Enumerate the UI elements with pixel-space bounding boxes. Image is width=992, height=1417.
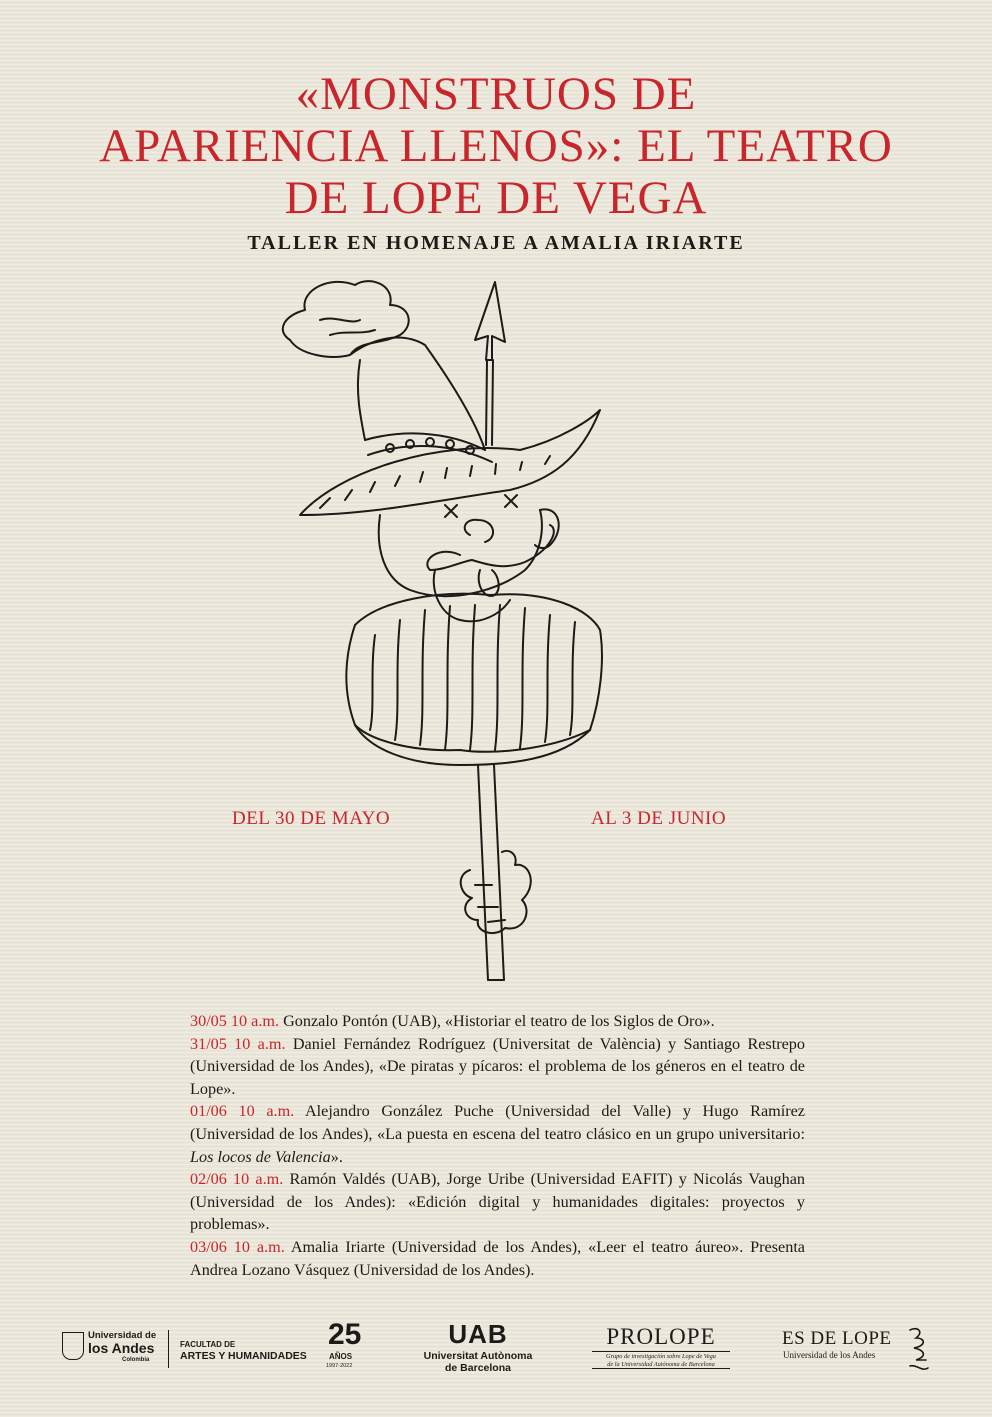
- esdelope-name: ES DE LOPE: [782, 1328, 892, 1349]
- jester-head-on-pike-drawing: [260, 270, 700, 990]
- program-text: Gonzalo Pontón (UAB), «Historiar el teatro de los Siglos de Oro».: [283, 1012, 715, 1030]
- uniandes-line1: Universidad de: [88, 1330, 157, 1341]
- date-from: DEL 30 DE MAYO: [232, 808, 391, 829]
- facultad-line1: FACULTAD DE: [180, 1340, 236, 1349]
- logo-strip: [0, 1320, 992, 1380]
- program-when: 30/05 10 a.m.: [190, 1012, 280, 1030]
- program-item: [190, 1236, 805, 1281]
- uab-line2: de Barcelona: [445, 1362, 511, 1374]
- esdelope-signature-icon: [904, 1326, 932, 1376]
- program-text: Amalia Iriarte (Universidad de los Andes), «Leer el teatro áureo». Presenta Andrea Lozano Vásquez (Universidad de los Andes).: [190, 1237, 805, 1279]
- facultad-line2: ARTES Y HUMANIDADES: [180, 1350, 307, 1362]
- program-when: 02/06 10 a.m.: [190, 1170, 284, 1189]
- title-line-1: «MONSTRUOS DE: [295, 68, 697, 120]
- esdelope-line1: Universidad de los Andes: [783, 1350, 876, 1360]
- program-text: Daniel Fernández Rodríguez (Universitat de València) y Santiago Restrepo (Universidad de los Andes), «De piratas y pícaros: el problema de los géneros en el teatro de Lope».: [190, 1034, 805, 1098]
- esdelope-logo: [780, 1320, 940, 1380]
- anniversary-logo: [326, 1318, 362, 1380]
- uab-logo: [418, 1320, 538, 1380]
- program-text: Ramón Valdés (UAB), Jorge Uribe (Universidad EAFIT) y Nicolás Vaughan (Universidad de los Andes): «Edición digital y humanidades digitales: proyectos y problemas».: [190, 1170, 806, 1234]
- program-text-after: ».: [330, 1147, 343, 1166]
- program-when: 01/06 10 a.m.: [190, 1102, 295, 1121]
- title-line-2: APARIENCIA LLENOS»: EL TEATRO: [99, 120, 893, 172]
- program-text: Alejandro González Puche (Universidad del Valle) y Hugo Ramírez (Universidad de los Andes), «La puesta en escena del teatro clásico en un grupo universitario:: [190, 1102, 805, 1143]
- poster-title: [40, 68, 952, 224]
- uniandes-line2: los Andes: [88, 1340, 155, 1356]
- uniandes-line3: Colombia: [122, 1357, 150, 1363]
- program-when: 03/06 10 a.m.: [190, 1237, 285, 1256]
- program-list: [190, 1010, 805, 1281]
- program-item: [190, 1010, 805, 1033]
- program-item: [190, 1168, 805, 1236]
- facultad-logo: [180, 1320, 320, 1380]
- uniandes-logo: [62, 1320, 162, 1380]
- logo-divider: [168, 1330, 169, 1368]
- program-item: [190, 1100, 805, 1168]
- prolope-line2: de la Universidad Autónoma de Barcelona: [592, 1361, 730, 1369]
- title-line-3: DE LOPE DE VEGA: [284, 172, 708, 224]
- date-to: AL 3 DE JUNIO: [591, 808, 727, 829]
- anniversary-label: AÑOS: [329, 1352, 353, 1361]
- program-when: 31/05 10 a.m.: [190, 1034, 286, 1053]
- poster-subtitle: TALLER EN HOMENAJE A AMALIA IRIARTE: [247, 232, 745, 254]
- anniversary-number: 25: [328, 1318, 362, 1351]
- prolope-name: PROLOPE: [606, 1324, 716, 1349]
- prolope-logo: [592, 1320, 730, 1380]
- uab-line1: Universitat Autònoma: [423, 1350, 533, 1362]
- uniandes-crest-icon: [62, 1332, 84, 1360]
- program-item: [190, 1033, 805, 1101]
- prolope-line1: Grupo de investigación sobre Lope de Vega: [592, 1351, 730, 1360]
- program-italic-title: Los locos de Valencia: [190, 1147, 331, 1166]
- uab-mark: UAB: [448, 1319, 508, 1349]
- anniversary-years: 1997-2022: [326, 1363, 353, 1369]
